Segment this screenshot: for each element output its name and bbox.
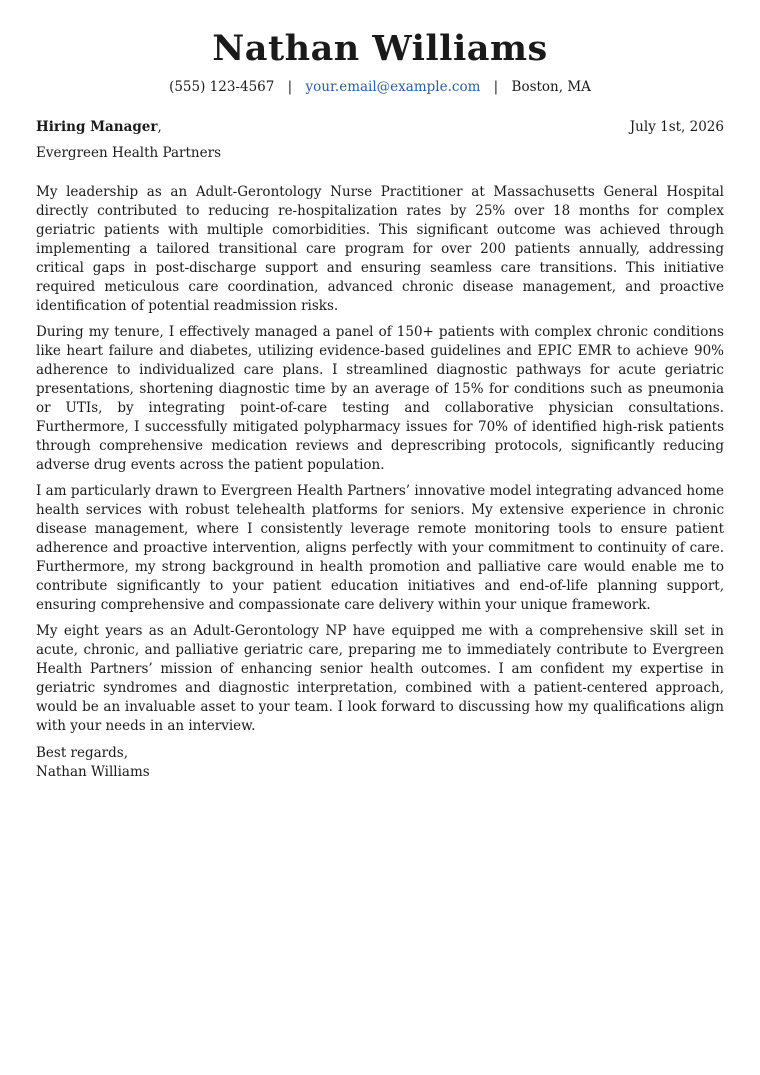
recipient-name: Hiring Manager [36,119,158,135]
applicant-name: Nathan Williams [212,28,548,69]
contact-separator: | [493,79,499,95]
body-paragraph: My leadership as an Adult-Gerontology Nurse Practitioner at Massachusetts General Hospital directly contributed to reducing re-hospitalization rates by 25% over 18 months for complex geriatric patients with multiple comorbidities. This significant outcome was achieved through implementing a tailored transitional care program for over 200 patients annually, addressing critical gaps in post-discharge support and ensuring seamless care transitions. This initiative required meticulous care coordination, advanced chronic disease management, and proactive identification of potential readmission risks. [36,184,724,314]
body-paragraph: I am particularly drawn to Evergreen Health Partners’ innovative model integrating advanced home health services with robust telehealth platforms for seniors. My extensive experience in chronic disease management, where I consistently leverage remote monitoring tools to ensure patient adherence and proactive intervention, aligns perfectly with your commitment to continuity of care. Furthermore, my strong background in health promotion and palliative care would enable me to contribute significantly to your patient education initiatives and end-of-life planning support, ensuring comprehensive and compassionate care delivery within your unique framework. [36,483,724,613]
closing-salutation: Best regards, [36,745,129,761]
closing-signature: Nathan Williams [36,764,150,780]
phone-number: (555) 123-4567 [169,79,275,95]
contact-line [36,78,724,96]
contact-separator: | [287,79,293,95]
body-paragraph: My eight years as an Adult-Gerontology NP have equipped me with a comprehensive skill set in acute, chronic, and palliative geriatric care, preparing me to immediately contribute to Evergreen Health Partners’ mission of enhancing senior health outcomes. I am confident my expertise in geriatric syndromes and diagnostic interpretation, combined with a patient-centered approach, would be an invaluable asset to your team. I look forward to discussing how my qualifications align with your needs in an interview. [36,623,724,734]
letter-body [36,183,724,736]
recipient-line [36,118,162,136]
recipient-name-suffix: , [157,119,162,135]
email-link[interactable]: your.email@example.com [305,79,481,95]
location: Boston, MA [511,79,591,95]
body-paragraph: During my tenure, I effectively managed a panel of 150+ patients with complex chronic conditions like heart failure and diabetes, utilizing evidence-based guidelines and EPIC EMR to achieve 90% adherence to individualized care plans. I streamlined diagnostic pathways for acute geriatric presentations, shortening diagnostic time by an average of 15% for conditions such as pneumonia or UTIs, by integrating point-of-care testing and collaborative physician consultations. Furthermore, I successfully mitigated polypharmacy issues for 70% of identified high-risk patients through comprehensive medication reviews and deprescribing protocols, significantly reducing adverse drug events across the patient population. [36,324,724,473]
recipient-company: Evergreen Health Partners [36,145,221,161]
letter-date: July 1st, 2026 [629,119,724,135]
recipient-date-row [36,118,724,136]
closing-block [36,744,724,782]
